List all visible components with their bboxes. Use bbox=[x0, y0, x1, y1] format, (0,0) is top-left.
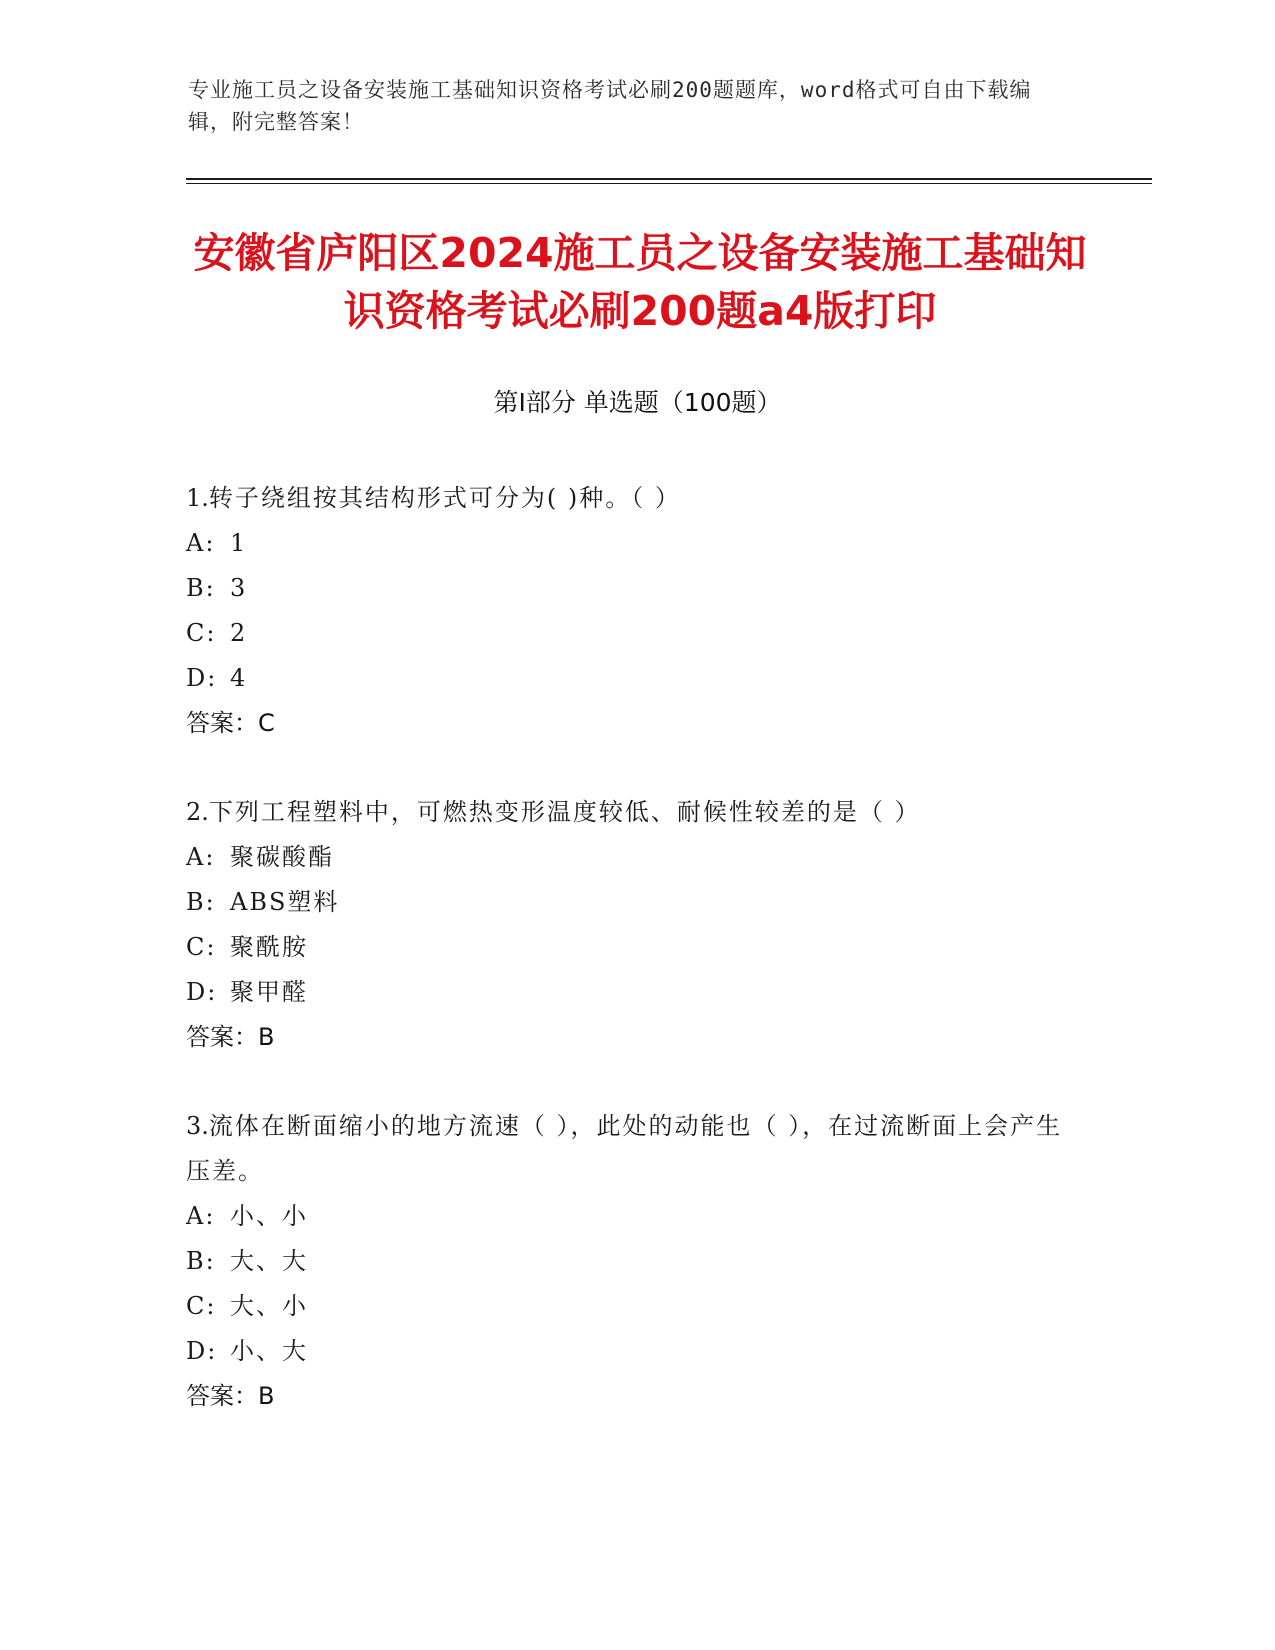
question-stem bbox=[186, 790, 1066, 835]
option-key: A: bbox=[186, 843, 216, 871]
option-a bbox=[186, 835, 1066, 880]
question-text: 流体在断面缩小的地方流速（ ），此处的动能也（ ），在过流断面上会产生压差。 bbox=[186, 1112, 1063, 1185]
option-key: B: bbox=[186, 888, 216, 916]
option-key: D: bbox=[186, 1337, 218, 1365]
option-b bbox=[186, 1239, 1066, 1284]
option-key: A: bbox=[186, 1202, 216, 1230]
option-text: 4 bbox=[230, 664, 248, 692]
question-stem bbox=[186, 476, 1066, 521]
option-text: 大、小 bbox=[230, 1292, 308, 1320]
document-title: 安徽省庐阳区2024施工员之设备安装施工基础知识资格考试必刷200题a4版打印 bbox=[193, 229, 1087, 335]
option-text: 2 bbox=[230, 619, 248, 647]
option-b bbox=[186, 566, 1066, 611]
option-key: C: bbox=[186, 933, 217, 961]
question-number: 3. bbox=[186, 1112, 209, 1140]
option-key: C: bbox=[186, 1292, 217, 1320]
header-note: 专业施工员之设备安装施工基础知识资格考试必刷200题题库，word格式可自由下载编辑，附完整答案！ bbox=[188, 78, 1032, 134]
option-key: D: bbox=[186, 664, 218, 692]
question-3 bbox=[186, 1104, 1066, 1419]
question-stem bbox=[186, 1104, 1066, 1194]
option-text: ABS塑料 bbox=[230, 888, 340, 916]
option-b bbox=[186, 880, 1066, 925]
option-text: 3 bbox=[230, 574, 248, 602]
header-divider-thin bbox=[186, 183, 1152, 184]
option-text: 小、小 bbox=[230, 1202, 308, 1230]
option-c bbox=[186, 925, 1066, 970]
option-d bbox=[186, 656, 1066, 701]
option-key: C: bbox=[186, 619, 217, 647]
option-key: B: bbox=[186, 1247, 216, 1275]
option-a bbox=[186, 1194, 1066, 1239]
option-d bbox=[186, 1329, 1066, 1374]
header-divider-thick bbox=[186, 178, 1152, 180]
option-text: 小、大 bbox=[230, 1337, 308, 1365]
question-2 bbox=[186, 790, 1066, 1060]
option-text: 大、大 bbox=[230, 1247, 308, 1275]
question-1 bbox=[186, 476, 1066, 746]
option-c bbox=[186, 611, 1066, 656]
option-text: 聚碳酸酯 bbox=[230, 843, 334, 871]
question-number: 2. bbox=[186, 798, 209, 826]
question-text: 转子绕组按其结构形式可分为( )种。（ ） bbox=[208, 484, 681, 512]
answer: 答案：B bbox=[186, 1023, 275, 1051]
option-text: 1 bbox=[230, 529, 248, 557]
question-number: 1. bbox=[186, 484, 209, 512]
question-text: 下列工程塑料中，可燃热变形温度较低、耐候性较差的是（ ） bbox=[208, 798, 921, 826]
option-key: A: bbox=[186, 529, 216, 557]
option-text: 聚甲醛 bbox=[230, 978, 308, 1006]
option-key: B: bbox=[186, 574, 216, 602]
answer: 答案：B bbox=[186, 1382, 275, 1410]
question-list bbox=[186, 476, 1066, 1463]
section-title: 第Ⅰ部分 单选题（100题） bbox=[493, 388, 782, 417]
option-c bbox=[186, 1284, 1066, 1329]
option-text: 聚酰胺 bbox=[230, 933, 308, 961]
answer: 答案：C bbox=[186, 709, 275, 737]
option-a bbox=[186, 521, 1066, 566]
option-d bbox=[186, 970, 1066, 1015]
option-key: D: bbox=[186, 978, 218, 1006]
